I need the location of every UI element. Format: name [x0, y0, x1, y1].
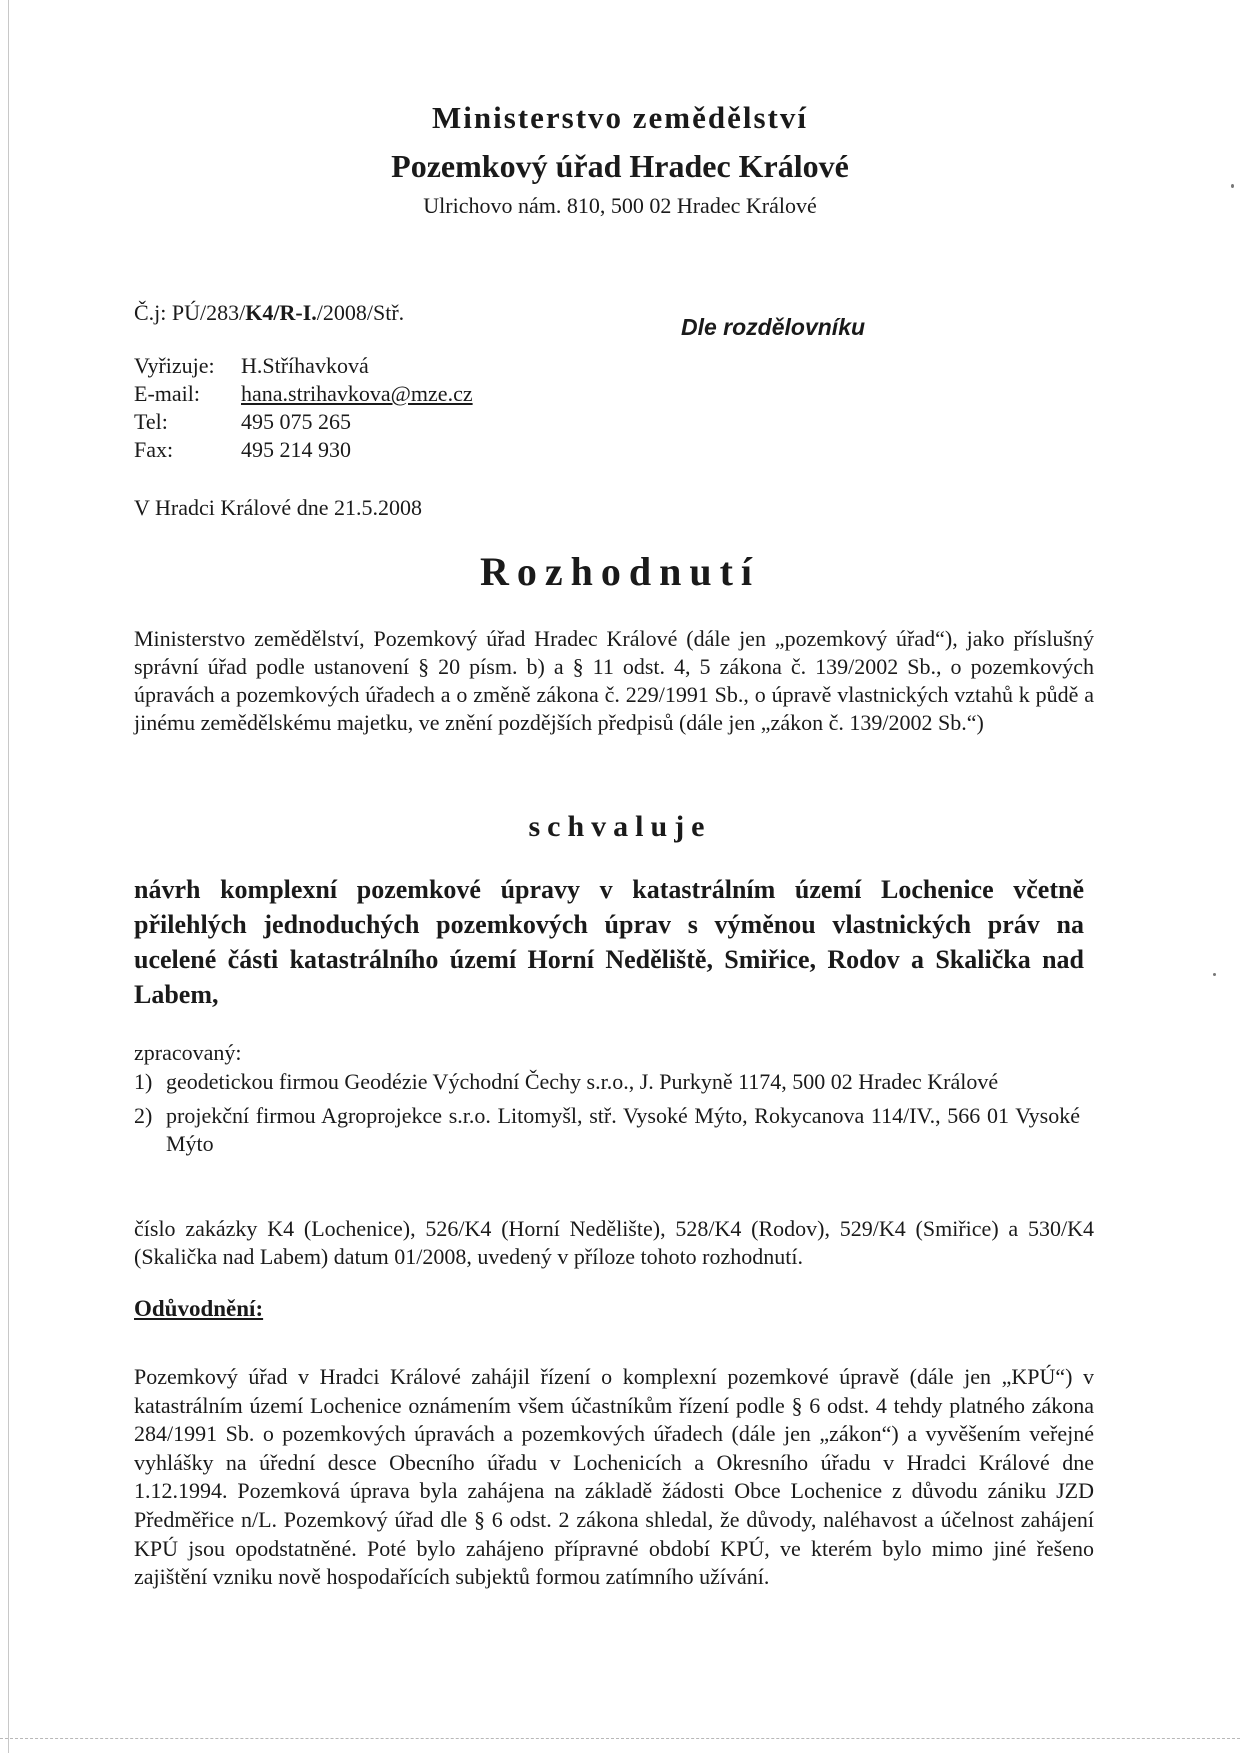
approves-heading: schvaluje	[528, 810, 712, 843]
email-link[interactable]: hana.strihavkova@mze.cz	[241, 381, 473, 406]
scan-speck	[1213, 973, 1216, 976]
intro-paragraph: Ministerstvo zemědělství, Pozemkový úřad Hradec Králové (dále jen „pozemkový úřad“), jako příslušný správní úřad podle ustanovení § 20 písm. b) a § 11 odst. 4, 5 zákona č. 139/2002 Sb., o pozemkových úpravách a pozemkových úřadech a o změně zákona č. 229/1991 Sb., o úpravě vlastnických vztahů k půdě a jinému zemědělskému majetku, ve znění pozdějších předpisů (dále jen „zákon č. 139/2002 Sb.“)	[134, 626, 1094, 735]
justification-heading: Odůvodnění:	[134, 1296, 264, 1321]
prepared-by-label: zpracovaný:	[134, 1040, 242, 1065]
list-item: 2) projekční firmou Agroprojekce s.r.o. Litomyšl, stř. Vysoké Mýto, Rokycanova 114/IV., 566 01 Vysoké Mýto	[134, 1103, 1080, 1156]
order-paragraph: číslo zakázky K4 (Lochenice), 526/K4 (Horní Nedělište), 528/K4 (Rodov), 529/K4 (Smiřice) a 530/K4 (Skalička nad Labem) datum 01/2008, uvedený v příloze tohoto rozhodnutí.	[134, 1216, 1094, 1269]
ministry-name: Ministerstvo zemědělství	[432, 100, 808, 135]
justification-paragraph: Pozemkový úřad v Hradci Králové zahájil řízení o komplexní pozemkové úpravě (dále jen „KPÚ“) v katastrálním území Lochenice oznámením všem účastníkům řízení podle § 6 odst. 4 tehdy platného zákona 284/1991 Sb. o pozemkových úpravách a pozemkových úřadech (dále jen „zákon“) a vyvěšením veřejné vyhlášky na úřední desce Obecního úřadu v Lochenicích a Okresního úřadu v Hradci Králové dne 1.12.1994. Pozemková úprava byla zahájena na základě žádosti Obce Lochenice z důvodu zániku JZD Předměřice n/L. Pozemkový úřad dle § 6 odst. 2 zákona shledal, že důvody, naléhavost a účelnost zahájení KPÚ jsou opodstatněné. Poté bylo zahájeno přípravné období KPÚ, ve kterém bylo mimo jiné řešeno zajištění vzniku nově hospodařících subjektů formou zatímního užívání.	[134, 1364, 1094, 1590]
office-address: Ulrichovo nám. 810, 500 02 Hradec Králové	[423, 193, 817, 218]
office-name: Pozemkový úřad Hradec Králové	[391, 148, 849, 184]
reference-number: Č.j: PÚ/283/K4/R-I./2008/Stř.	[134, 300, 405, 325]
decision-title: Rozhodnutí	[479, 549, 761, 594]
scan-edge-line	[8, 0, 9, 1753]
contractor-list	[134, 1068, 1080, 1164]
contact-handler: Vyřizuje: H.Stříhavková	[134, 353, 369, 378]
contact-block	[134, 352, 473, 464]
scan-bottom-line	[0, 1738, 1240, 1740]
distribution-note: Dle rozdělovníku	[681, 314, 866, 340]
proposal-text: návrh komplexní pozemkové úpravy v katastrálním území Lochenice včetně přilehlých jednoduchých pozemkových úprav s výměnou vlastnických práv na ucelené části katastrálního území Horní Neděliště, Smiřice, Rodov a Skalička nad Labem,	[134, 875, 1084, 1009]
contact-fax: Fax: 495 214 930	[134, 437, 351, 462]
contact-email: E-mail: hana.strihavkova@mze.cz	[134, 381, 473, 406]
place-date: V Hradci Králové dne 21.5.2008	[134, 495, 422, 520]
contact-phone: Tel: 495 075 265	[134, 409, 351, 434]
list-item: 1) geodetickou firmou Geodézie Východní Čechy s.r.o., J. Purkyně 1174, 500 02 Hradec Králové	[134, 1069, 999, 1094]
